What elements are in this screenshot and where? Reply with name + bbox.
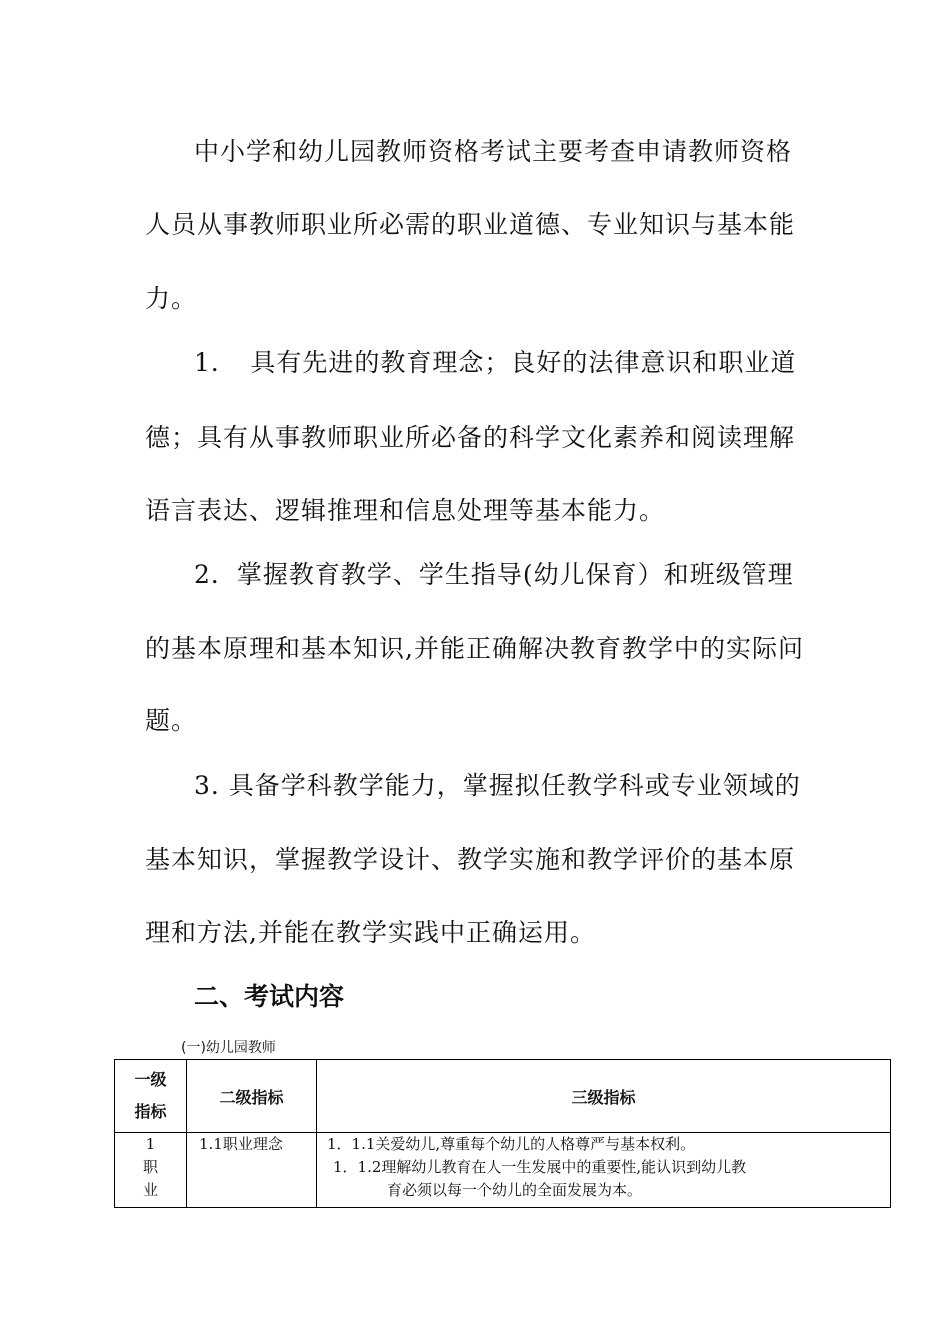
header-level2: 二级指标 bbox=[187, 1060, 317, 1133]
header-level1 bbox=[115, 1060, 187, 1133]
cell-level1-line-2: 职 bbox=[142, 1158, 158, 1176]
item1-line-1: 1． 具有先进的教育理念；良好的法律意识和职业道 bbox=[194, 348, 797, 377]
intro-line-2: 人员从事教师职业所必需的职业道德、专业知识与基本能 bbox=[145, 210, 796, 239]
cell-level1-line-3: 业 bbox=[142, 1181, 158, 1199]
level3-item-2-continued: 育必须以每一个幼儿的全面发展为本。 bbox=[387, 1181, 643, 1199]
item1-line-2: 德；具有从事教师职业所必备的科学文化素养和阅读理解 bbox=[145, 423, 796, 452]
item1-line-3: 语言表达、逻辑推理和信息处理等基本能力。 bbox=[145, 496, 666, 525]
cell-level1-line-1: 1 bbox=[145, 1135, 156, 1153]
intro-line-1: 中小学和幼儿园教师资格考试主要考查申请教师资格 bbox=[194, 137, 793, 166]
cell-level2: 1.1职业理念 bbox=[187, 1133, 317, 1208]
cell-level3 bbox=[317, 1133, 891, 1208]
intro-line-3: 力。 bbox=[145, 284, 198, 313]
item3-line-3: 理和方法,并能在教学实践中正确运用。 bbox=[145, 918, 596, 947]
header-level1-line-2: 指标 bbox=[134, 1102, 167, 1121]
header-level1-line-1: 一级 bbox=[134, 1070, 167, 1089]
table-header-row bbox=[115, 1060, 891, 1133]
item2-line-3: 题。 bbox=[145, 706, 198, 735]
cell-level1 bbox=[115, 1133, 187, 1208]
table-row bbox=[115, 1133, 891, 1208]
item2-line-2: 的基本原理和基本知识,并能正确解决教育教学中的实际问 bbox=[145, 634, 804, 663]
header-level3: 三级指标 bbox=[317, 1060, 891, 1133]
item3-line-1: 3. 具备学科教学能力，掌握拟任教学科或专业领域的 bbox=[194, 771, 801, 800]
level3-item-1: 1．1.1关爱幼儿,尊重每个幼儿的人格尊严与基本权利。 bbox=[327, 1135, 696, 1153]
table-caption: (一)幼儿园教师 bbox=[181, 1040, 276, 1056]
indicator-table bbox=[114, 1059, 891, 1208]
item2-line-1: 2．掌握教育教学、学生指导(幼儿保育）和班级管理 bbox=[194, 560, 794, 589]
item3-line-2: 基本知识，掌握教学设计、教学实施和教学评价的基本原 bbox=[145, 845, 796, 874]
section-heading: 二、考试内容 bbox=[194, 982, 345, 1011]
level3-item-2: 1．1.2理解幼儿教育在人一生发展中的重要性,能认识到幼儿教 bbox=[333, 1158, 747, 1176]
